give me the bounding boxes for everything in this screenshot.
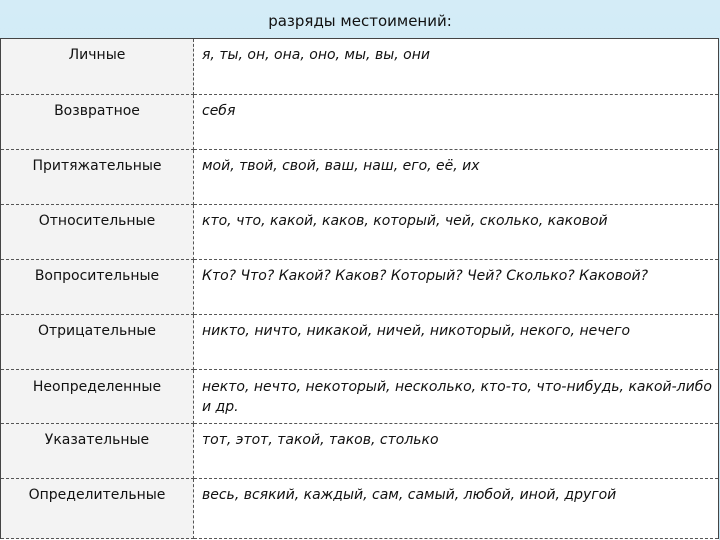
table-row xyxy=(1,370,719,424)
examples-cell xyxy=(194,424,719,479)
category-label: Личные xyxy=(68,47,126,63)
examples-cell xyxy=(194,315,719,370)
table-row xyxy=(1,315,719,370)
category-label: Притяжательные xyxy=(32,158,162,174)
examples-text: себя xyxy=(202,103,236,119)
category-label: Отрицательные xyxy=(37,323,157,339)
table-row xyxy=(1,260,719,315)
examples-text: весь, всякий, каждый, сам, самый, любой, иной, другой xyxy=(202,487,617,503)
examples-cell xyxy=(194,370,719,424)
table-body xyxy=(1,39,719,539)
category-cell xyxy=(1,205,194,260)
category-cell xyxy=(1,95,194,150)
table-row xyxy=(1,424,719,479)
examples-cell xyxy=(194,39,719,95)
table-row xyxy=(1,95,719,150)
category-label: Неопределенные xyxy=(32,379,162,395)
examples-cell xyxy=(194,150,719,205)
table-row xyxy=(1,39,719,95)
category-label: Возвратное xyxy=(54,103,140,119)
examples-text: мой, твой, свой, ваш, наш, его, её, их xyxy=(202,158,480,174)
examples-cell xyxy=(194,479,719,539)
table-row xyxy=(1,150,719,205)
pronoun-categories-table xyxy=(0,38,719,540)
table xyxy=(0,38,719,539)
examples-cell xyxy=(194,95,719,150)
examples-text: кто, что, какой, каков, который, чей, сколько, каковой xyxy=(202,213,608,229)
examples-text: никто, ничто, никакой, ничей, никоторый, некого, нечего xyxy=(202,323,631,339)
category-label: Относительные xyxy=(38,213,156,229)
page-title: разряды местоимений: xyxy=(268,12,452,30)
table-row xyxy=(1,479,719,539)
category-cell xyxy=(1,370,194,424)
category-cell xyxy=(1,260,194,315)
examples-cell xyxy=(194,260,719,315)
category-cell xyxy=(1,150,194,205)
examples-text: я, ты, он, она, оно, мы, вы, они xyxy=(202,47,430,63)
examples-text: Кто? Что? Какой? Каков? Который? Чей? Сколько? Каковой? xyxy=(202,268,649,284)
category-cell xyxy=(1,39,194,95)
examples-cell xyxy=(194,205,719,260)
category-cell xyxy=(1,315,194,370)
category-cell xyxy=(1,424,194,479)
examples-text: тот, этот, такой, таков, столько xyxy=(202,432,439,448)
category-label: Вопросительные xyxy=(34,268,160,284)
category-label: Указательные xyxy=(44,432,150,448)
table-row xyxy=(1,205,719,260)
category-cell xyxy=(1,479,194,539)
examples-text: некто, нечто, некоторый, несколько, кто-то, что-нибудь, какой-либо и др. xyxy=(202,379,712,415)
category-label: Определительные xyxy=(28,487,166,503)
